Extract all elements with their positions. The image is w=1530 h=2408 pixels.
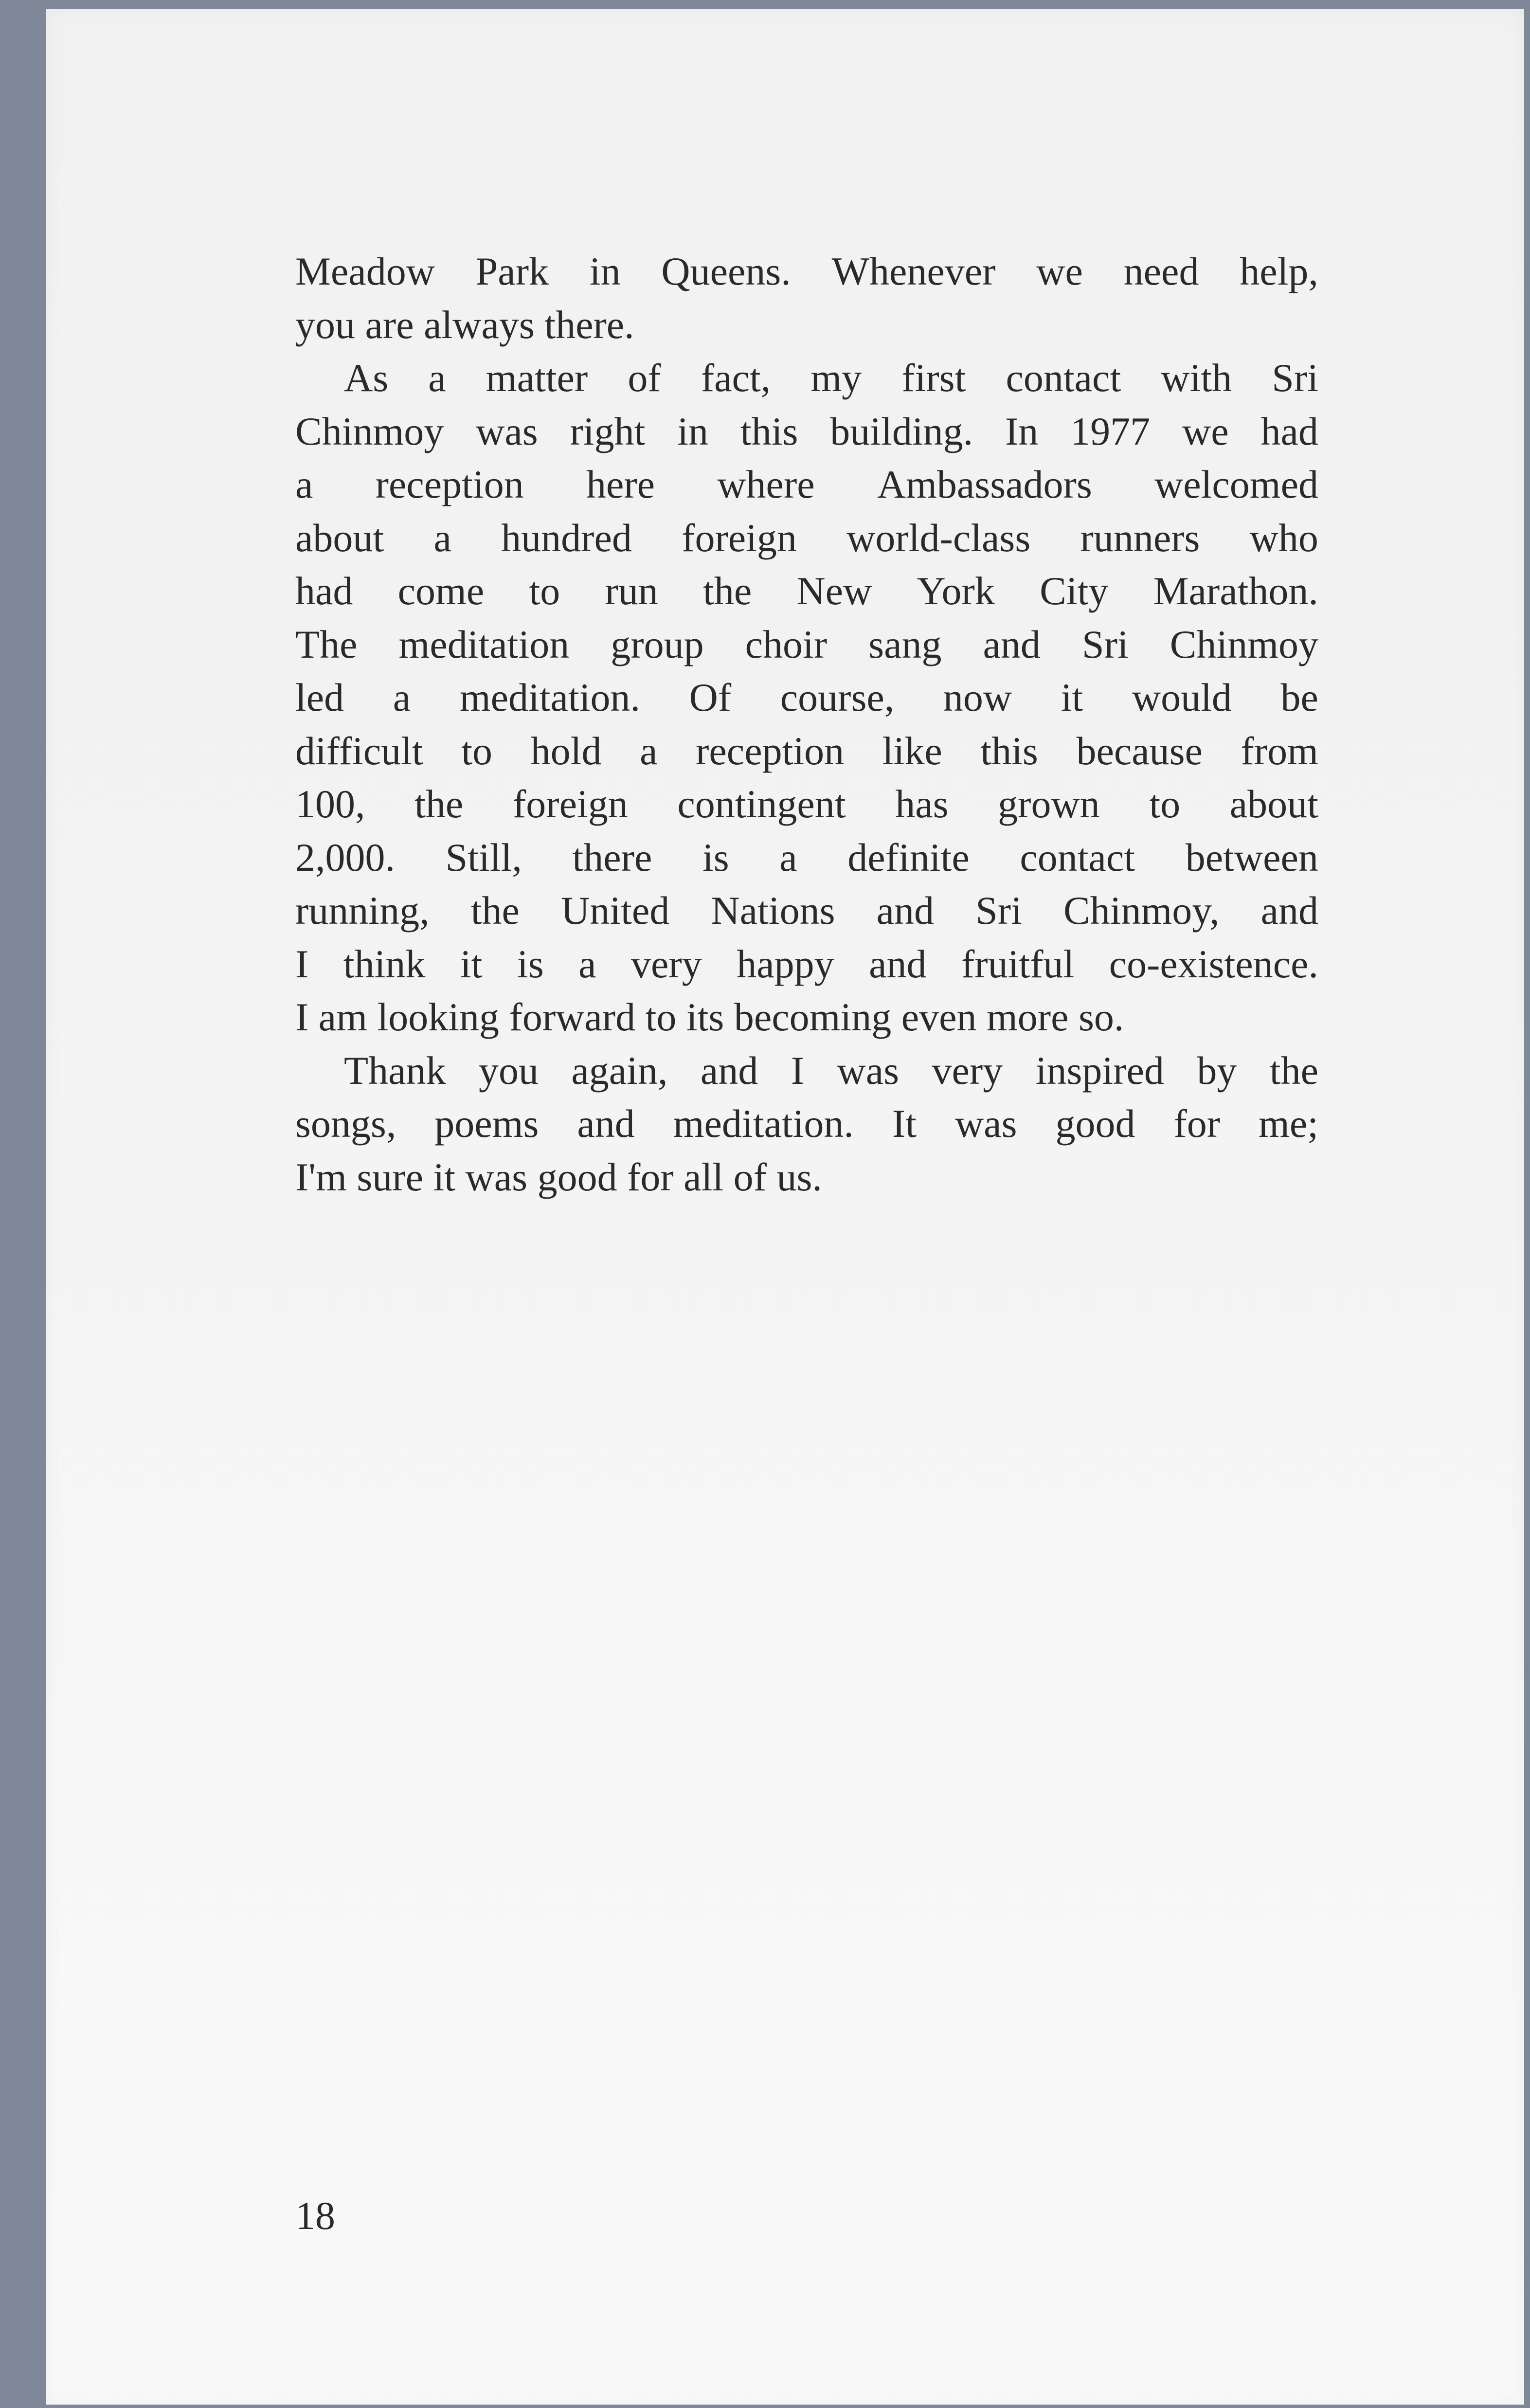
text-line: As a matter of fact, my first contact with Sri [344, 356, 1318, 400]
text-line: I think it is a very happy and fruitful co-existence. [295, 941, 1318, 986]
text-line: Meadow Park in Queens. Whenever we need help, [295, 249, 1318, 293]
text-line: running, the United Nations and Sri Chinmoy, and [295, 888, 1318, 933]
text-line: I'm sure it was good for all of us. [295, 1154, 822, 1199]
text-line: had come to run the New York City Marathon. [295, 569, 1318, 613]
text-line: Chinmoy was right in this building. In 1977 we had [295, 409, 1318, 453]
page-number: 18 [295, 2193, 335, 2238]
text-line: I am looking forward to its becoming even more so. [295, 995, 1124, 1039]
text-line: The meditation group choir sang and Sri Chinmoy [295, 622, 1318, 666]
book-page [46, 9, 1524, 2405]
text-line: songs, poems and meditation. It was good for me; [295, 1101, 1318, 1146]
text-line: you are always there. [295, 302, 634, 347]
text-line: 2,000. Still, there is a definite contact between [295, 835, 1318, 880]
text-line: 100, the foreign contingent has grown to about [295, 782, 1318, 826]
text-line: a reception here where Ambassadors welcomed [295, 462, 1318, 506]
paragraph-2 [295, 351, 1318, 1044]
body-text [295, 245, 1318, 1204]
paragraph-3 [295, 1044, 1318, 1204]
text-line: led a meditation. Of course, now it would be [295, 675, 1318, 719]
text-line: Thank you again, and I was very inspired by the [344, 1048, 1318, 1093]
text-line: about a hundred foreign world-class runners who [295, 515, 1318, 560]
paragraph-1 [295, 245, 1318, 351]
text-line: difficult to hold a reception like this because from [295, 728, 1318, 773]
